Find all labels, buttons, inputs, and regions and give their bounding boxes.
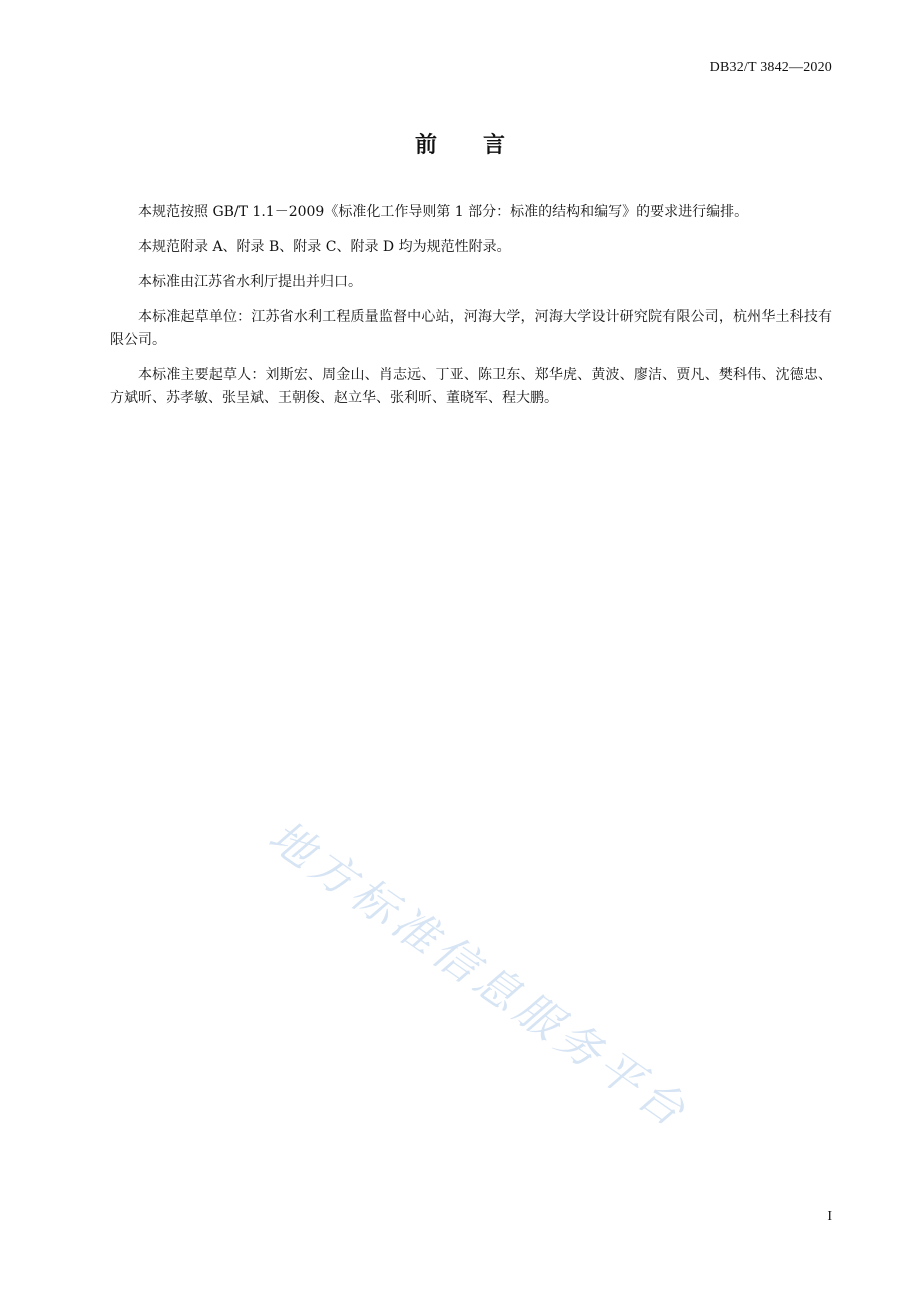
paragraph-drafters: 本标准主要起草人：刘斯宏、周金山、肖志远、丁亚、陈卫东、郑华虎、黄波、廖洁、贾凡、樊科伟、沈德忠、方斌昕、苏孝敏、张呈斌、王朝俊、赵立华、张利昕、董晓军、程大鹏。: [110, 367, 832, 406]
standard-number: DB32/T 3842—2020: [709, 60, 832, 75]
page-title: 前言: [414, 133, 551, 158]
paragraph-drafting-units: 本标准起草单位：江苏省水利工程质量监督中心站，河海大学，河海大学设计研究院有限公司，杭州华土科技有限公司。: [110, 309, 832, 348]
paragraph-proposer: 本标准由江苏省水利厅提出并归口。: [138, 274, 362, 290]
watermark: 地方标准信息服务平台: [259, 810, 699, 1140]
paragraph-structure-reference: 本规范按照 GB/T 1.1－2009《标准化工作导则第 1 部分：标准的结构和编写》的要求进行编排。: [138, 204, 749, 220]
paragraph-appendices: 本规范附录 A、附录 B、附录 C、附录 D 均为规范性附录。: [138, 239, 511, 255]
foreword-body: [110, 201, 832, 422]
page-number: I: [827, 1209, 832, 1224]
